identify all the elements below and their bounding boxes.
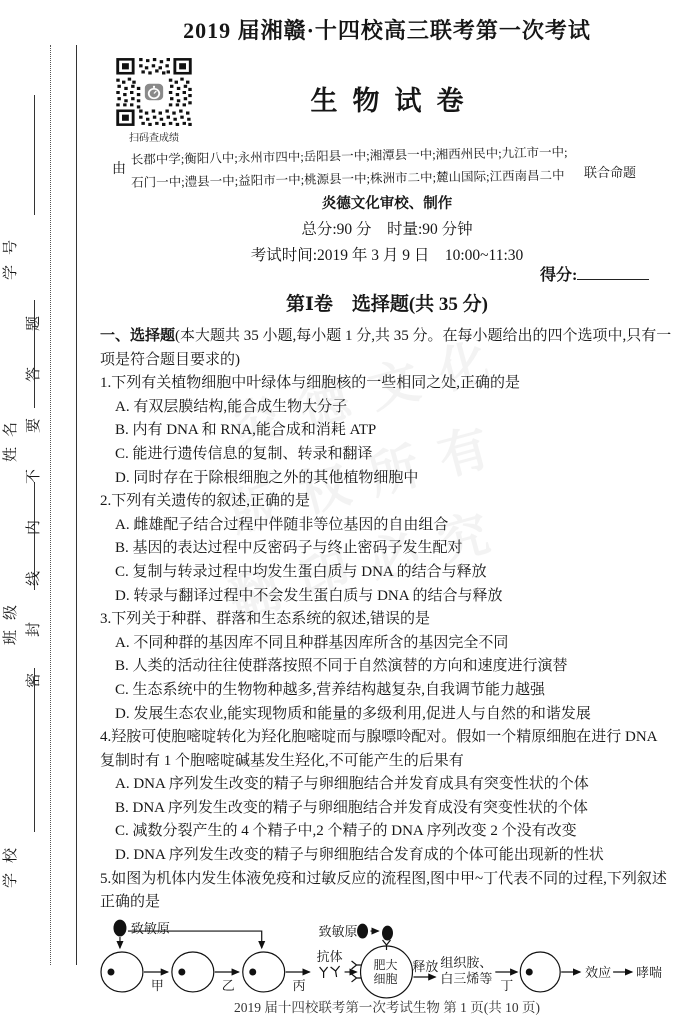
immune-allergy-flow-diagram [100,919,674,1005]
receptor-icon [352,961,362,969]
question-3 [100,608,674,726]
score-label: 得分: [540,267,578,284]
schools-list [131,141,577,195]
question-4-option-a: A. DNA 序列发生改变的精子与卵细胞结合并发育成具有突变性状的个体 [115,776,589,793]
seal-line-text: 密封线内不要答题 [26,279,42,688]
exam-datetime: 考试时间:2019 年 3 月 9 日 10:00~11:30 [250,247,524,264]
question-3-option-b: B. 人类的活动往往使群落按照不同于自然演替的方向和速度进行演替 [115,658,568,675]
name-field-label: 姓名 [3,411,19,462]
allergen-label: 致敏原 [130,920,170,936]
question-4 [100,726,674,868]
process-jia-label: 甲 [150,977,164,993]
question-4-stem: 4.羟胺可使胞嘧啶转化为羟化胞嘧啶而与腺嘌呤配对。假如一个精原细胞在进行 DNA 复制时有 1 个胞嘧啶碱基发生羟化,不可能产生的后果有 [100,729,657,769]
process-ding-label: 丁 [500,977,514,993]
receptor-icon [352,974,362,982]
question-2-option-a: A. 雌雄配子结合过程中伴随非等位基因的自由组合 [115,516,449,533]
mast-cell-label-1: 肥大 [373,957,398,972]
section-instructions [100,324,674,372]
asthma-label: 哮喘 [636,964,663,980]
effect-label: 效应 [585,964,612,980]
cell-nucleus-dot [178,968,185,975]
question-2-option-b: B. 基因的表达过程中反密码子与终止密码子发生配对 [115,540,463,557]
total-score-duration: 总分:90 分 时量:90 分钟 [301,221,473,238]
question-5-stem: 5.如图为机体内发生体液免疫和过敏反应的流程图,图中甲~丁代表不同的过程,下列叙述正确的是 [100,870,667,911]
content-border-line [76,45,77,965]
school-field-label: 学校 [3,837,19,888]
question-3-option-a: A. 不同种群的基因库不同且种群基因库所含的基因完全不同 [115,634,509,651]
question-1 [100,372,674,490]
schools-line-2: 石门一中;澧县一中;益阳市一中;桃源县一中;株洲市二中;麓山国际;江西南昌二中 [131,168,565,190]
schools-suffix: 联合命题 [584,165,637,180]
question-5 [100,868,674,915]
score-field [540,262,649,285]
process-yi-label: 乙 [221,977,235,993]
question-3-option-d: D. 发展生态农业,能实现物质和能量的多级利用,促进人与自然的和谐发展 [115,705,591,722]
schools-line-1: 长郡中学;衡阳八中;永州市四中;岳阳县一中;湘潭县一中;湘西州民中;九江市一中; [130,145,568,167]
antibody-icon [331,966,340,977]
seal-dotted-line [50,45,51,965]
class-field-label: 班级 [3,594,19,645]
student-no-blank-line [34,95,35,215]
question-body [100,324,674,1005]
antibody-icon [320,967,328,978]
question-2-stem: 2.下列有关遗传的叙述,正确的是 [100,493,311,510]
cell-nucleus-dot [526,968,533,975]
school-blank-line [34,668,35,832]
question-1-stem: 1.下列有关植物细胞中叶绿体与细胞核的一些相同之处,正确的是 [100,375,521,392]
page-footer: 2019 届十四校联考第一次考试生物 第 1 页(共 10 页) [234,1000,540,1015]
antibody-label: 抗体 [316,948,343,964]
question-4-option-c: C. 减数分裂产生的 4 个精子中,2 个精子的 DNA 序列改变 2 个没有改变 [115,823,577,840]
question-3-option-c: C. 生态系统中的生物物种越多,营养结构越复杂,自我调节能力越强 [115,681,546,698]
question-1-option-a: A. 有双层膜结构,能合成生物大分子 [115,398,348,415]
release-label: 释放 [412,958,439,974]
question-2-option-c: C. 复制与转录过程中均发生蛋白质与 DNA 的结合与释放 [115,563,487,580]
process-bing-label: 丙 [292,977,306,993]
qr-caption: 扫码查成绩 [129,133,179,144]
question-3-stem: 3.下列关于种群、群落和生态系统的叙述,错误的是 [100,611,431,628]
exam-title: 2019 届湘赣·十四校高三联考第一次考试 [183,18,591,43]
question-2-option-d: D. 转录与翻译过程中不会发生蛋白质与 DNA 的结合与释放 [115,587,503,604]
histamine-label-2: 白三烯等 [440,970,493,986]
allergen-dot [382,925,393,940]
question-4-option-d: D. DNA 序列发生改变的精子与卵细胞结合发育成的个体可能出现新的性状 [115,847,604,864]
mast-cell-label-2: 细胞 [373,971,398,986]
question-4-option-b: B. DNA 序列发生改变的精子与卵细胞结合并发育成没有突变性状的个体 [115,799,588,816]
receptor-icon [383,940,391,950]
score-blank-line [577,265,649,280]
subject-title: 生物试卷 [310,86,479,116]
question-1-option-b: B. 内有 DNA 和 RNA,能合成和消耗 ATP [115,422,377,439]
allergen-dot [357,923,368,938]
question-1-option-c: C. 能进行遗传信息的复制、转录和翻译 [115,445,373,462]
cell-nucleus-dot [249,968,256,975]
section-title: 第Ⅰ卷 选择题(共 35 分) [285,294,489,315]
student-no-field-label: 学号 [3,229,19,280]
histamine-label-1: 组织胺、 [440,954,493,970]
producer-credit: 炎德文化审校、制作 [321,196,453,212]
section-instructions-heading: 一、选择题 [100,327,176,344]
question-1-option-d: D. 同时存在于除根细胞之外的其他植物细胞中 [115,469,419,486]
section-instructions-text: (本大题共 35 小题,每小题 1 分,共 35 分。在每小题给出的四个选项中,只有一项是符合题目要求的) [100,328,672,368]
cell-nucleus-dot [107,968,114,975]
allergen-dot [113,919,126,936]
allergen2-label: 致敏原 [318,923,358,939]
schools-prefix: 由 [112,162,126,177]
question-2 [100,490,674,608]
